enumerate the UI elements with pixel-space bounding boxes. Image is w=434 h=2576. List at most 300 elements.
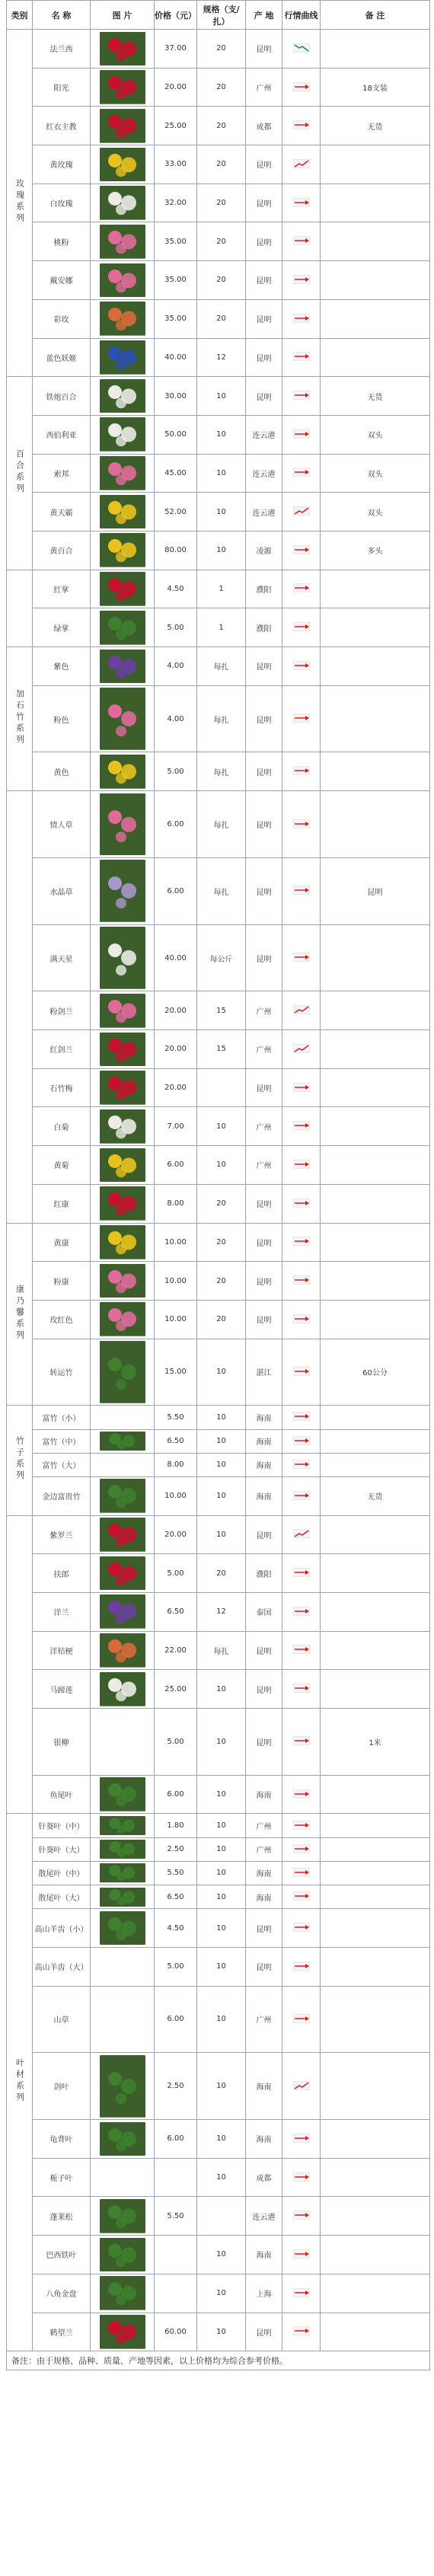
flower-name: 八角金盘 <box>33 2274 91 2313</box>
photo-cell <box>91 1515 155 1554</box>
origin-cell: 上海 <box>246 2274 282 2313</box>
trend-chart-icon[interactable] <box>293 352 310 361</box>
trend-chart-icon[interactable] <box>293 1821 310 1830</box>
note-cell <box>321 1554 430 1593</box>
price-cell: 4.00 <box>155 685 197 752</box>
origin-cell: 昆明 <box>246 261 282 300</box>
trend-cell[interactable] <box>282 1453 321 1476</box>
price-cell: 5.50 <box>155 1406 197 1429</box>
origin-cell: 广州 <box>246 68 282 107</box>
flower-photo <box>100 1911 145 1946</box>
trend-cell[interactable] <box>282 261 321 300</box>
trend-cell[interactable] <box>282 1184 321 1223</box>
table-row <box>7 1947 430 1986</box>
trend-chart-icon[interactable] <box>293 661 310 670</box>
flower-photo <box>100 32 145 66</box>
flower-name: 黄天霸 <box>33 493 91 531</box>
trend-chart-icon[interactable] <box>293 2081 310 2090</box>
table-row <box>7 991 430 1030</box>
spec-cell: 10 <box>197 1107 246 1146</box>
flower-name: 洋桔梗 <box>33 1631 91 1670</box>
table-row <box>7 1476 430 1515</box>
spec-cell: 1 <box>197 608 246 647</box>
trend-cell[interactable] <box>282 1146 321 1185</box>
flower-photo <box>100 225 145 259</box>
note-cell: 多头 <box>321 531 430 570</box>
trend-chart-icon[interactable] <box>293 1607 310 1616</box>
trend-chart-icon[interactable] <box>293 1529 310 1538</box>
price-cell: 5.00 <box>155 608 197 647</box>
origin-cell: 海南 <box>246 1476 282 1515</box>
photo-cell <box>91 1262 155 1301</box>
trend-chart-icon[interactable] <box>293 1789 310 1799</box>
price-cell: 22.00 <box>155 1631 197 1670</box>
spec-cell: 10 <box>197 2274 246 2313</box>
origin-cell: 海南 <box>246 2120 282 2159</box>
trend-chart-icon[interactable] <box>293 2326 310 2335</box>
flower-photo <box>100 1816 145 1835</box>
origin-cell: 昆明 <box>246 752 282 791</box>
spec-cell: 20 <box>197 299 246 338</box>
flower-photo <box>100 302 145 336</box>
trend-cell[interactable] <box>282 1814 321 1837</box>
flower-name: 山草 <box>33 1986 91 2053</box>
origin-cell: 昆明 <box>246 1631 282 1670</box>
trend-cell[interactable] <box>282 1476 321 1515</box>
trend-chart-icon[interactable] <box>293 583 310 592</box>
trend-chart-icon[interactable] <box>293 236 310 245</box>
trend-cell[interactable] <box>282 1631 321 1670</box>
photo-cell <box>91 1406 155 1429</box>
flower-name: 针葵叶（大） <box>33 1837 91 1861</box>
trend-cell[interactable] <box>282 338 321 377</box>
photo-cell <box>91 1775 155 1814</box>
flower-name: 白玫瑰 <box>33 184 91 222</box>
note-cell <box>321 338 430 377</box>
spec-cell: 10 <box>197 1670 246 1709</box>
trend-chart-icon[interactable] <box>293 2134 310 2143</box>
price-cell: 4.50 <box>155 1909 197 1948</box>
photo-cell <box>91 1184 155 1223</box>
trend-cell[interactable] <box>282 68 321 107</box>
flower-name: 富竹（小） <box>33 1406 91 1429</box>
table-row <box>7 1223 430 1262</box>
trend-chart-icon[interactable] <box>293 391 310 400</box>
footer-note: 备注：由于规格、品种、质量、产地等因素，以上价格均为综合参考价格。 <box>7 2351 430 2370</box>
trend-chart-icon[interactable] <box>293 953 310 962</box>
trend-chart-icon[interactable] <box>293 766 310 775</box>
price-cell: 35.00 <box>155 222 197 261</box>
photo-cell <box>91 752 155 791</box>
trend-cell[interactable] <box>282 1986 321 2053</box>
trend-cell[interactable] <box>282 647 321 686</box>
origin-cell: 湛江 <box>246 1339 282 1406</box>
trend-chart-icon[interactable] <box>293 1568 310 1577</box>
price-cell: 4.50 <box>155 570 197 608</box>
flower-name: 巴西铁叶 <box>33 2236 91 2274</box>
trend-cell[interactable] <box>282 608 321 647</box>
trend-cell[interactable] <box>282 1068 321 1107</box>
trend-cell[interactable] <box>282 1262 321 1301</box>
price-cell <box>155 2158 197 2197</box>
origin-cell: 昆明 <box>246 857 282 924</box>
note-cell <box>321 991 430 1030</box>
category-cell <box>7 377 33 570</box>
trend-chart-icon[interactable] <box>293 198 310 207</box>
price-cell: 6.00 <box>155 1986 197 2053</box>
flower-name: 紫罗兰 <box>33 1515 91 1554</box>
table-row <box>7 30 430 69</box>
flower-name: 红掌 <box>33 570 91 608</box>
trend-cell[interactable] <box>282 685 321 752</box>
category-label: 加石竹系列 <box>14 689 25 747</box>
origin-cell: 濮阳 <box>246 608 282 647</box>
price-cell: 10.00 <box>155 1223 197 1262</box>
flower-photo <box>100 1109 145 1144</box>
price-cell <box>155 2236 197 2274</box>
trend-chart-icon[interactable] <box>293 1275 310 1285</box>
trend-cell[interactable] <box>282 2274 321 2313</box>
origin-cell: 广州 <box>246 1030 282 1069</box>
note-cell <box>321 752 430 791</box>
note-cell <box>321 1068 430 1107</box>
note-cell <box>321 1406 430 1429</box>
category-cell <box>7 1406 33 1515</box>
note-cell: 无货 <box>321 377 430 416</box>
note-cell <box>321 2274 430 2313</box>
trend-chart-icon[interactable] <box>293 1412 310 1421</box>
trend-cell[interactable] <box>282 857 321 924</box>
trend-cell[interactable] <box>282 145 321 184</box>
trend-cell[interactable] <box>282 791 321 858</box>
flower-name: 黄百合 <box>33 531 91 570</box>
trend-cell[interactable] <box>282 531 321 570</box>
trend-chart-icon[interactable] <box>293 1962 310 1971</box>
photo-cell <box>91 647 155 686</box>
trend-chart-icon[interactable] <box>293 1923 310 1932</box>
note-cell <box>321 145 430 184</box>
photo-cell <box>91 1986 155 2053</box>
trend-chart-icon[interactable] <box>293 120 310 129</box>
price-cell: 25.00 <box>155 1670 197 1709</box>
trend-cell[interactable] <box>282 1592 321 1631</box>
trend-cell[interactable] <box>282 1223 321 1262</box>
price-cell: 20.00 <box>155 1515 197 1554</box>
spec-cell: 10 <box>197 1775 246 1814</box>
table-row <box>7 454 430 493</box>
trend-cell[interactable] <box>282 454 321 493</box>
trend-cell[interactable] <box>282 1107 321 1146</box>
trend-chart-icon[interactable] <box>293 1868 310 1877</box>
photo-cell <box>91 608 155 647</box>
table-row <box>7 1554 430 1593</box>
trend-cell[interactable] <box>282 222 321 261</box>
flower-name: 转运竹 <box>33 1339 91 1406</box>
flower-name: 白菊 <box>33 1107 91 1146</box>
origin-cell: 连云港 <box>246 415 282 454</box>
trend-chart-icon[interactable] <box>293 1083 310 1092</box>
trend-chart-icon[interactable] <box>293 2211 310 2220</box>
flower-photo <box>100 1863 145 1882</box>
trend-cell[interactable] <box>282 570 321 608</box>
trend-cell[interactable] <box>282 924 321 991</box>
trend-chart-icon[interactable] <box>293 1044 310 1053</box>
price-cell: 10.00 <box>155 1300 197 1339</box>
trend-chart-icon[interactable] <box>293 1684 310 1693</box>
trend-chart-icon[interactable] <box>293 2014 310 2023</box>
trend-cell[interactable] <box>282 1670 321 1709</box>
trend-chart-icon[interactable] <box>293 713 310 723</box>
spec-cell: 10 <box>197 2158 246 2197</box>
photo-cell <box>91 791 155 858</box>
origin-cell: 连云港 <box>246 454 282 493</box>
price-cell: 10.00 <box>155 1262 197 1301</box>
origin-cell: 昆明 <box>246 647 282 686</box>
table-row <box>7 68 430 107</box>
trend-cell[interactable] <box>282 1554 321 1593</box>
trend-cell[interactable] <box>282 299 321 338</box>
trend-chart-icon[interactable] <box>293 1237 310 1246</box>
trend-cell[interactable] <box>282 2236 321 2274</box>
trend-chart-icon[interactable] <box>293 429 310 439</box>
trend-cell[interactable] <box>282 2158 321 2197</box>
price-cell: 6.00 <box>155 1775 197 1814</box>
table-row <box>7 570 430 608</box>
origin-cell: 昆明 <box>246 791 282 858</box>
trend-chart-icon[interactable] <box>293 275 310 284</box>
trend-cell[interactable] <box>282 107 321 145</box>
photo-cell <box>91 2053 155 2120</box>
spec-cell: 10 <box>197 1406 246 1429</box>
trend-chart-icon[interactable] <box>293 43 310 53</box>
price-cell: 37.00 <box>155 30 197 69</box>
trend-cell[interactable] <box>282 2197 321 2236</box>
trend-cell[interactable] <box>282 184 321 222</box>
trend-chart-icon[interactable] <box>293 2172 310 2182</box>
photo-cell <box>91 2236 155 2274</box>
note-cell <box>321 2197 430 2236</box>
spec-cell: 15 <box>197 991 246 1030</box>
trend-cell[interactable] <box>282 2313 321 2351</box>
table-row <box>7 1453 430 1476</box>
flower-name: 洋兰 <box>33 1592 91 1631</box>
trend-chart-icon[interactable] <box>293 819 310 828</box>
photo-cell <box>91 1885 155 1909</box>
table-row <box>7 2158 430 2197</box>
flower-name: 马蹄莲 <box>33 1670 91 1709</box>
spec-cell: 10 <box>197 1861 246 1885</box>
header-category: 类别 <box>7 1 33 30</box>
origin-cell: 凌源 <box>246 531 282 570</box>
photo-cell <box>91 184 155 222</box>
note-cell <box>321 924 430 991</box>
note-cell <box>321 1515 430 1554</box>
spec-cell: 20 <box>197 1184 246 1223</box>
header-note: 备 注 <box>321 1 430 30</box>
table-row <box>7 1814 430 1837</box>
price-cell: 20.00 <box>155 68 197 107</box>
trend-cell[interactable] <box>282 2120 321 2159</box>
note-cell <box>321 1107 430 1146</box>
spec-cell: 1 <box>197 570 246 608</box>
flower-photo <box>100 1225 145 1259</box>
trend-cell[interactable] <box>282 1775 321 1814</box>
spec-cell: 10 <box>197 1947 246 1986</box>
trend-cell[interactable] <box>282 1709 321 1776</box>
photo-cell <box>91 1300 155 1339</box>
trend-cell[interactable] <box>282 1909 321 1948</box>
trend-chart-icon[interactable] <box>293 1367 310 1376</box>
trend-cell[interactable] <box>282 991 321 1030</box>
trend-cell[interactable] <box>282 1406 321 1429</box>
flower-photo <box>100 2315 145 2349</box>
origin-cell: 昆明 <box>246 1262 282 1301</box>
trend-chart-icon[interactable] <box>293 886 310 895</box>
price-cell: 2.50 <box>155 1837 197 1861</box>
photo-cell <box>91 570 155 608</box>
table-row <box>7 1515 430 1554</box>
flower-name: 彩玫 <box>33 299 91 338</box>
table-row <box>7 2197 430 2236</box>
flower-name: 鹤望兰 <box>33 2313 91 2351</box>
spec-cell: 10 <box>197 377 246 416</box>
trend-chart-icon[interactable] <box>293 1736 310 1745</box>
table-row <box>7 338 430 377</box>
flower-name: 紫色 <box>33 647 91 686</box>
trend-chart-icon[interactable] <box>293 506 310 516</box>
photo-cell <box>91 924 155 991</box>
origin-cell: 连云港 <box>246 493 282 531</box>
flower-name: 高山羊齿（小） <box>33 1909 91 1948</box>
flower-photo <box>100 417 145 452</box>
trend-cell[interactable] <box>282 1300 321 1339</box>
trend-chart-icon[interactable] <box>293 1844 310 1853</box>
price-cell: 32.00 <box>155 184 197 222</box>
flower-name: 黄色 <box>33 752 91 791</box>
trend-chart-icon[interactable] <box>293 1314 310 1323</box>
flower-name: 粉色 <box>33 685 91 752</box>
flower-photo <box>100 755 145 789</box>
table-row <box>7 377 430 416</box>
spec-cell: 每公斤 <box>197 924 246 991</box>
trend-chart-icon[interactable] <box>293 2249 310 2258</box>
trend-chart-icon[interactable] <box>293 2288 310 2297</box>
trend-chart-icon[interactable] <box>293 545 310 554</box>
flower-name: 剑叶 <box>33 2053 91 2120</box>
photo-cell <box>91 1554 155 1593</box>
trend-chart-icon[interactable] <box>293 1891 310 1901</box>
spec-cell: 10 <box>197 1476 246 1515</box>
spec-cell: 每扎 <box>197 752 246 791</box>
trend-chart-icon[interactable] <box>293 1460 310 1469</box>
spec-cell: 每扎 <box>197 685 246 752</box>
origin-cell: 昆明 <box>246 222 282 261</box>
photo-cell <box>91 531 155 570</box>
trend-chart-icon[interactable] <box>293 1160 310 1169</box>
category-label: 竹子系列 <box>14 1436 25 1483</box>
table-row <box>7 1837 430 1861</box>
note-cell: 昆明 <box>321 857 430 924</box>
photo-cell <box>91 30 155 69</box>
price-cell: 6.50 <box>155 1885 197 1909</box>
footer-row <box>7 2351 430 2370</box>
trend-chart-icon[interactable] <box>293 82 310 91</box>
trend-chart-icon[interactable] <box>293 1491 310 1500</box>
trend-cell[interactable] <box>282 1947 321 1986</box>
origin-cell: 昆明 <box>246 1909 282 1948</box>
price-cell: 5.00 <box>155 1709 197 1776</box>
table-row <box>7 857 430 924</box>
spec-cell: 10 <box>197 415 246 454</box>
note-cell <box>321 2236 430 2274</box>
photo-cell <box>91 1837 155 1861</box>
trend-cell[interactable] <box>282 1885 321 1909</box>
photo-cell <box>91 1107 155 1146</box>
trend-cell[interactable] <box>282 1861 321 1885</box>
origin-cell: 濮阳 <box>246 1554 282 1593</box>
trend-chart-icon[interactable] <box>293 1645 310 1654</box>
origin-cell: 昆明 <box>246 377 282 416</box>
origin-cell: 广州 <box>246 1814 282 1837</box>
trend-chart-icon[interactable] <box>293 314 310 323</box>
trend-cell[interactable] <box>282 2053 321 2120</box>
price-cell: 52.00 <box>155 493 197 531</box>
flower-photo <box>100 1071 145 1105</box>
trend-cell[interactable] <box>282 1515 321 1554</box>
trend-chart-icon[interactable] <box>293 1121 310 1130</box>
photo-cell <box>91 1223 155 1262</box>
flower-photo <box>100 186 145 220</box>
table-row <box>7 1885 430 1909</box>
trend-cell[interactable] <box>282 1030 321 1069</box>
trend-cell[interactable] <box>282 493 321 531</box>
table-row <box>7 1709 430 1776</box>
trend-cell[interactable] <box>282 1429 321 1453</box>
note-cell <box>321 30 430 69</box>
origin-cell: 昆明 <box>246 1670 282 1709</box>
table-row <box>7 647 430 686</box>
origin-cell: 海南 <box>246 1885 282 1909</box>
table-row <box>7 2313 430 2351</box>
note-cell <box>321 685 430 752</box>
trend-cell[interactable] <box>282 30 321 69</box>
flower-photo <box>100 994 145 1028</box>
trend-cell[interactable] <box>282 752 321 791</box>
trend-chart-icon[interactable] <box>293 1005 310 1014</box>
trend-chart-icon[interactable] <box>293 468 310 477</box>
category-label: 康乃馨系列 <box>14 1284 25 1342</box>
flower-name: 玫红色 <box>33 1300 91 1339</box>
trend-chart-icon[interactable] <box>293 1199 310 1208</box>
trend-cell[interactable] <box>282 1837 321 1861</box>
trend-chart-icon[interactable] <box>293 1436 310 1445</box>
flower-name: 富竹（大） <box>33 1453 91 1476</box>
trend-cell[interactable] <box>282 377 321 416</box>
trend-cell[interactable] <box>282 415 321 454</box>
table-row <box>7 184 430 222</box>
trend-chart-icon[interactable] <box>293 622 310 631</box>
origin-cell: 昆明 <box>246 685 282 752</box>
trend-cell[interactable] <box>282 1339 321 1406</box>
price-cell: 25.00 <box>155 107 197 145</box>
spec-cell: 10 <box>197 1986 246 2053</box>
flower-photo <box>100 379 145 413</box>
origin-cell: 广州 <box>246 1146 282 1185</box>
table-row <box>7 222 430 261</box>
flower-photo <box>100 1264 145 1298</box>
flower-name: 满天星 <box>33 924 91 991</box>
trend-chart-icon[interactable] <box>293 159 310 168</box>
